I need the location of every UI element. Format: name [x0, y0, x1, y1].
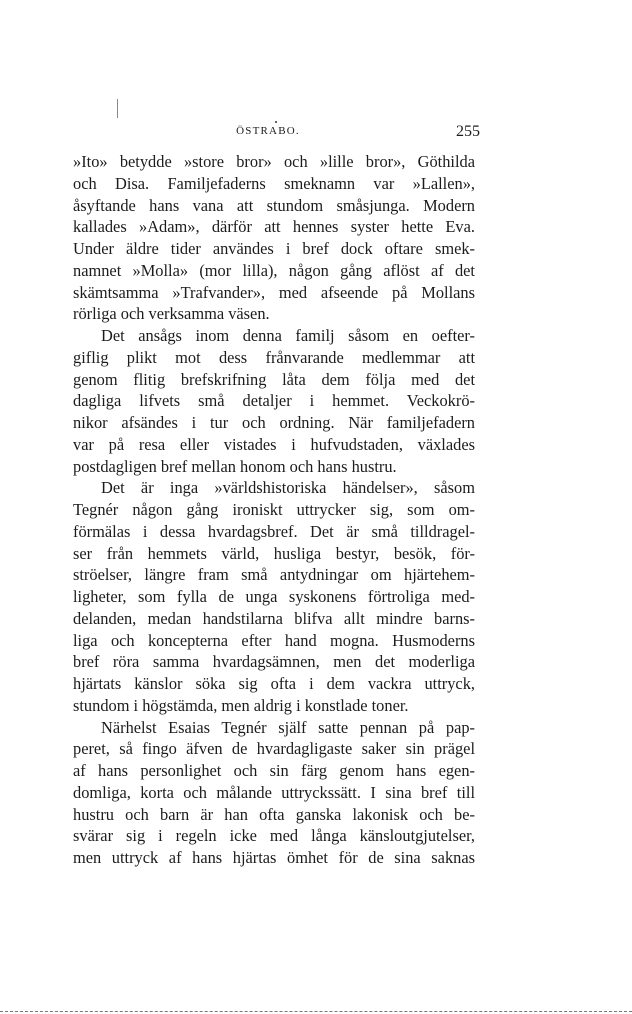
- text-line: förmälas i dessa hvardagsbref. Det är små tilldragel-: [73, 521, 475, 541]
- text-line: hustru och barn är han ofta ganska lakonisk och be-: [73, 804, 475, 824]
- margin-mark: [117, 99, 118, 118]
- text-line: »Ito» betydde »store bror» och »lille bror», Göthilda: [73, 152, 475, 171]
- text-line: postdagligen bref mellan honom och hans hustru.: [73, 456, 397, 476]
- text-line: dagliga lifvets små detaljer i hemmet. Veckokrö-: [73, 391, 475, 411]
- text-line: var på resa eller vistades i hufvudstaden, växlades: [73, 434, 475, 454]
- text-line: domliga, korta och målande uttryckssätt. I sina bref till: [73, 782, 475, 802]
- text-line: genom flitig brefskrifning låta dem följa med det: [73, 369, 475, 389]
- text-line: kallades »Adam», därför att hennes syster hette Eva.: [73, 217, 475, 237]
- text-line: hjärtats känslor söka sig ofta i dem vackra uttryck,: [73, 674, 475, 693]
- text-line: af hans personlighet och sin färg genom hans egen-: [73, 761, 475, 780]
- text-line: delanden, medan handstilarna blifva allt mindre barns-: [73, 608, 475, 628]
- text-line: Det är inga »världshistoriska händelser», såsom: [101, 478, 475, 498]
- text-line: stundom i högstämda, men aldrig i konstlade toner.: [73, 695, 409, 715]
- text-line: Det ansågs inom denna familj såsom en oefter-: [101, 326, 475, 345]
- paragraph: [73, 151, 475, 325]
- text-line: svärar sig i regeln icke med långa känsloutgjutelser,: [73, 826, 475, 846]
- text-line: giflig plikt mot dess frånvarande medlemmar att: [73, 347, 475, 367]
- text-line: Närhelst Esaias Tegnér själf satte pennan på pap-: [101, 717, 475, 737]
- text-line: nikor afsändes i tur och ordning. När familjefadern: [73, 413, 475, 432]
- paragraph: [73, 477, 475, 716]
- running-title: ÖSTRABO.: [236, 125, 300, 137]
- text-line: ströelser, längre fram små antydningar om hjärtehem-: [73, 565, 475, 585]
- text-line: rörliga och verksamma väsen.: [73, 304, 270, 324]
- text-line: ligheter, som fylla de unga syskonens förtroliga med-: [73, 587, 475, 606]
- body-text: [73, 151, 475, 869]
- paragraph: [73, 717, 475, 869]
- text-line: ser från hemmets värld, husliga bestyr, besök, för-: [73, 543, 475, 563]
- text-line: liga och koncepterna efter hand mogna. Husmoderns: [73, 630, 475, 650]
- text-line: Tegnér någon gång ironiskt uttrycker sig, som om-: [73, 500, 475, 519]
- page-number: 255: [456, 123, 480, 140]
- text-line: men uttryck af hans hjärtas ömhet för de sina saknas: [73, 848, 475, 867]
- text-line: Under äldre tider användes i bref dock oftare smek-: [73, 239, 475, 258]
- text-line: och Disa. Familjefaderns smeknamn var »Lallen»,: [73, 173, 475, 193]
- text-line: namnet »Molla» (mor lilla), någon gång aflöst af det: [73, 260, 475, 280]
- paragraph: [73, 325, 475, 477]
- text-line: peret, så fingo äfven de hvardagligaste saker sin prägel: [73, 739, 475, 759]
- header-dot: [275, 121, 277, 123]
- text-line: åsyftande hans vana att stundom småsjunga. Modern: [73, 195, 475, 215]
- text-line: skämtsamma »Trafvander», med afseende på Mollans: [73, 282, 475, 302]
- text-line: bref röra samma hvardagsämnen, men det moderliga: [73, 652, 475, 672]
- bottom-edge-rule: [0, 1011, 632, 1012]
